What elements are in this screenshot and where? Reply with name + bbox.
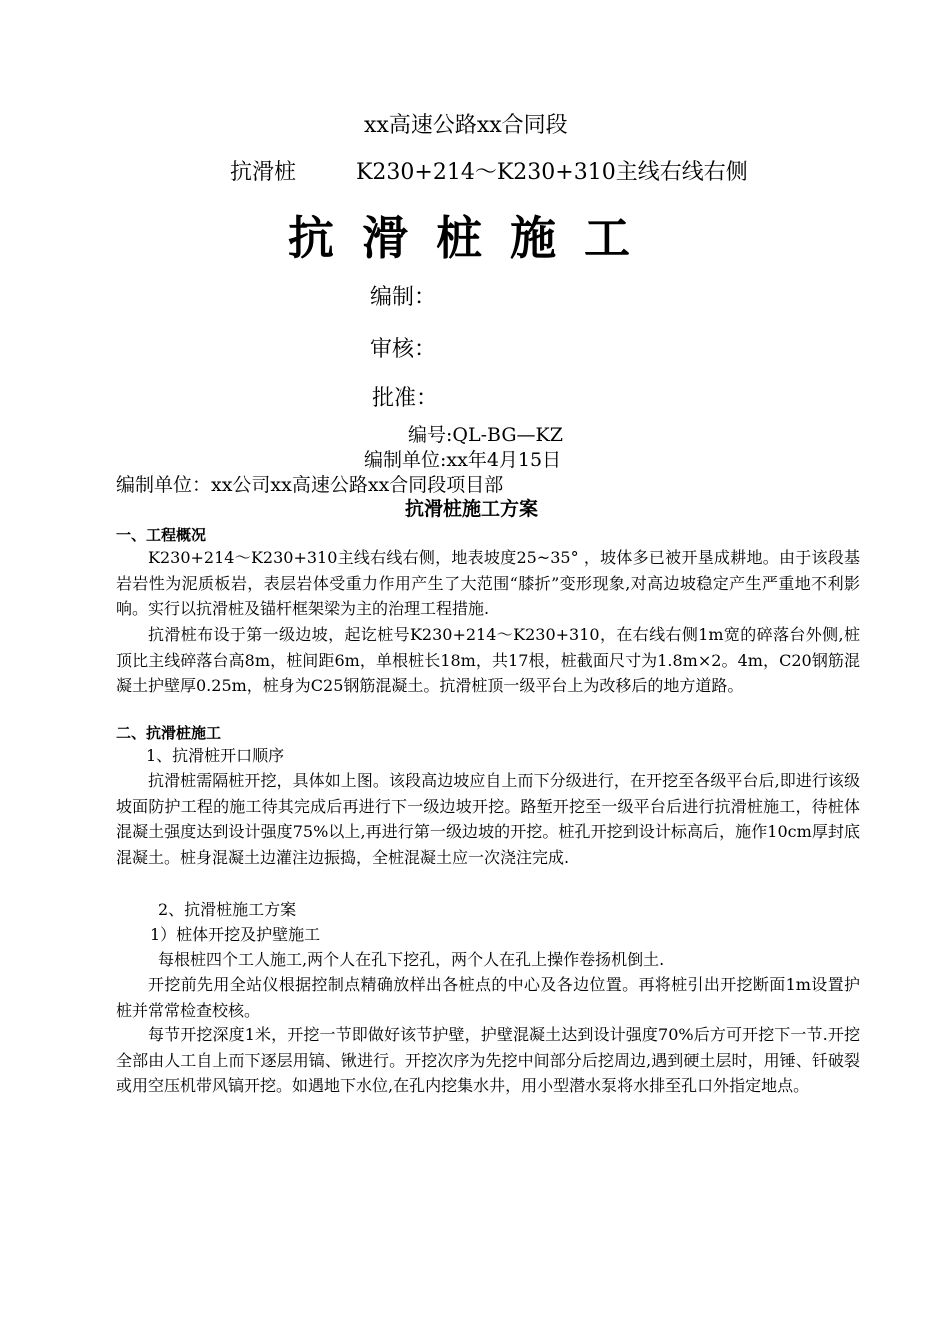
overview-paragraph-1: K230+214～K230+310主线右线右侧，地表坡度25~35° ，坡体多已被开垦成耕地。由于该段基岩岩性为泥质板岩，表层岩体受重力作用产生了大范围“膝折”变形现象,对高边坡稳定产生严重地不利影响。实行以抗滑桩及锚杆框架梁为主的治理工程措施. (116, 548, 860, 618)
section-heading-construction: 二、抗滑桩施工 (116, 724, 222, 742)
subheading-opening-order: 1、抗滑桩开口顺序 (146, 746, 285, 765)
subheading-construction-plan: 2、抗滑桩施工方案 (158, 900, 297, 919)
construction-paragraph-3: 开挖前先用全站仪根据控制点精确放样出各桩点的中心及各边位置。再将桩引出开挖断面1m设置护桩并常常检查校核。 (116, 975, 860, 1020)
approved-by-label: 批准： (372, 386, 439, 411)
doc-title: 抗滑桩施工方案 (405, 498, 539, 520)
overview-paragraph-2: 抗滑桩布设于第一级边坡，起讫桩号K230+214～K230+310，在右线右侧1m宽的碎落台外侧,桩顶比主线碎落台高8m，桩间距6m，单根桩长18m，共17根，桩截面尺寸为1.8m×2。4m，C20钢筋混凝土护壁厚0.25m，桩身为C25钢筋混凝土。抗滑桩顶一级平台上为改移后的地方道路。 (116, 625, 860, 695)
construction-paragraph-4: 每节开挖深度1米，开挖一节即做好该节护壁，护壁混凝土达到设计强度70%后方可开挖下一节.开挖全部由人工自上而下逐层用镐、锹进行。开挖次序为先挖中间部分后挖周边,遇到硬土层时，用锤、钎破裂或用空压机带风镐开挖。如遇地下水位,在孔内挖集水井，用小型潜水泵将水排至孔口外指定地点。 (116, 1025, 860, 1095)
section-heading-overview: 一、工程概况 (116, 526, 207, 544)
cover-big-title: 抗滑桩施工 (288, 211, 658, 265)
construction-paragraph-1: 抗滑桩需隔桩开挖，具体如上图。该段高边坡应自上而下分级进行，在开挖至各级平台后,即进行该级坡面防护工程的施工待其完成后再进行下一级边坡开挖。路堑开挖至一级平台后进行抗滑桩施工，待桩体混凝土强度达到设计强度75%以上,再进行第一级边坡的开挖。桩孔开挖到设计标高后，施作10cm厚封底混凝土。桩身混凝土边灌注边振捣，全桩混凝土应一次浇注完成. (116, 771, 860, 867)
project-line: xx高速公路xx合同段 (364, 113, 568, 138)
reviewed-by-label: 审核： (370, 337, 437, 362)
compiled-by-label: 编制： (370, 285, 437, 310)
scope-label: 抗滑桩 (230, 160, 297, 185)
construction-paragraph-2: 每根桩四个工人施工,两个人在孔下挖孔，两个人在孔上操作卷扬机倒土. (158, 950, 665, 969)
compile-date: 编制单位:xx年4月15日 (364, 449, 562, 471)
scope-range: K230+214～K230+310主线右线右侧 (356, 160, 748, 185)
subheading-excavation-retaining: 1）桩体开挖及护壁施工 (150, 925, 321, 944)
compile-unit: 编制单位：xx公司xx高速公路xx合同段项目部 (116, 474, 504, 496)
doc-number: 编号:QL-BG—KZ (408, 424, 563, 446)
